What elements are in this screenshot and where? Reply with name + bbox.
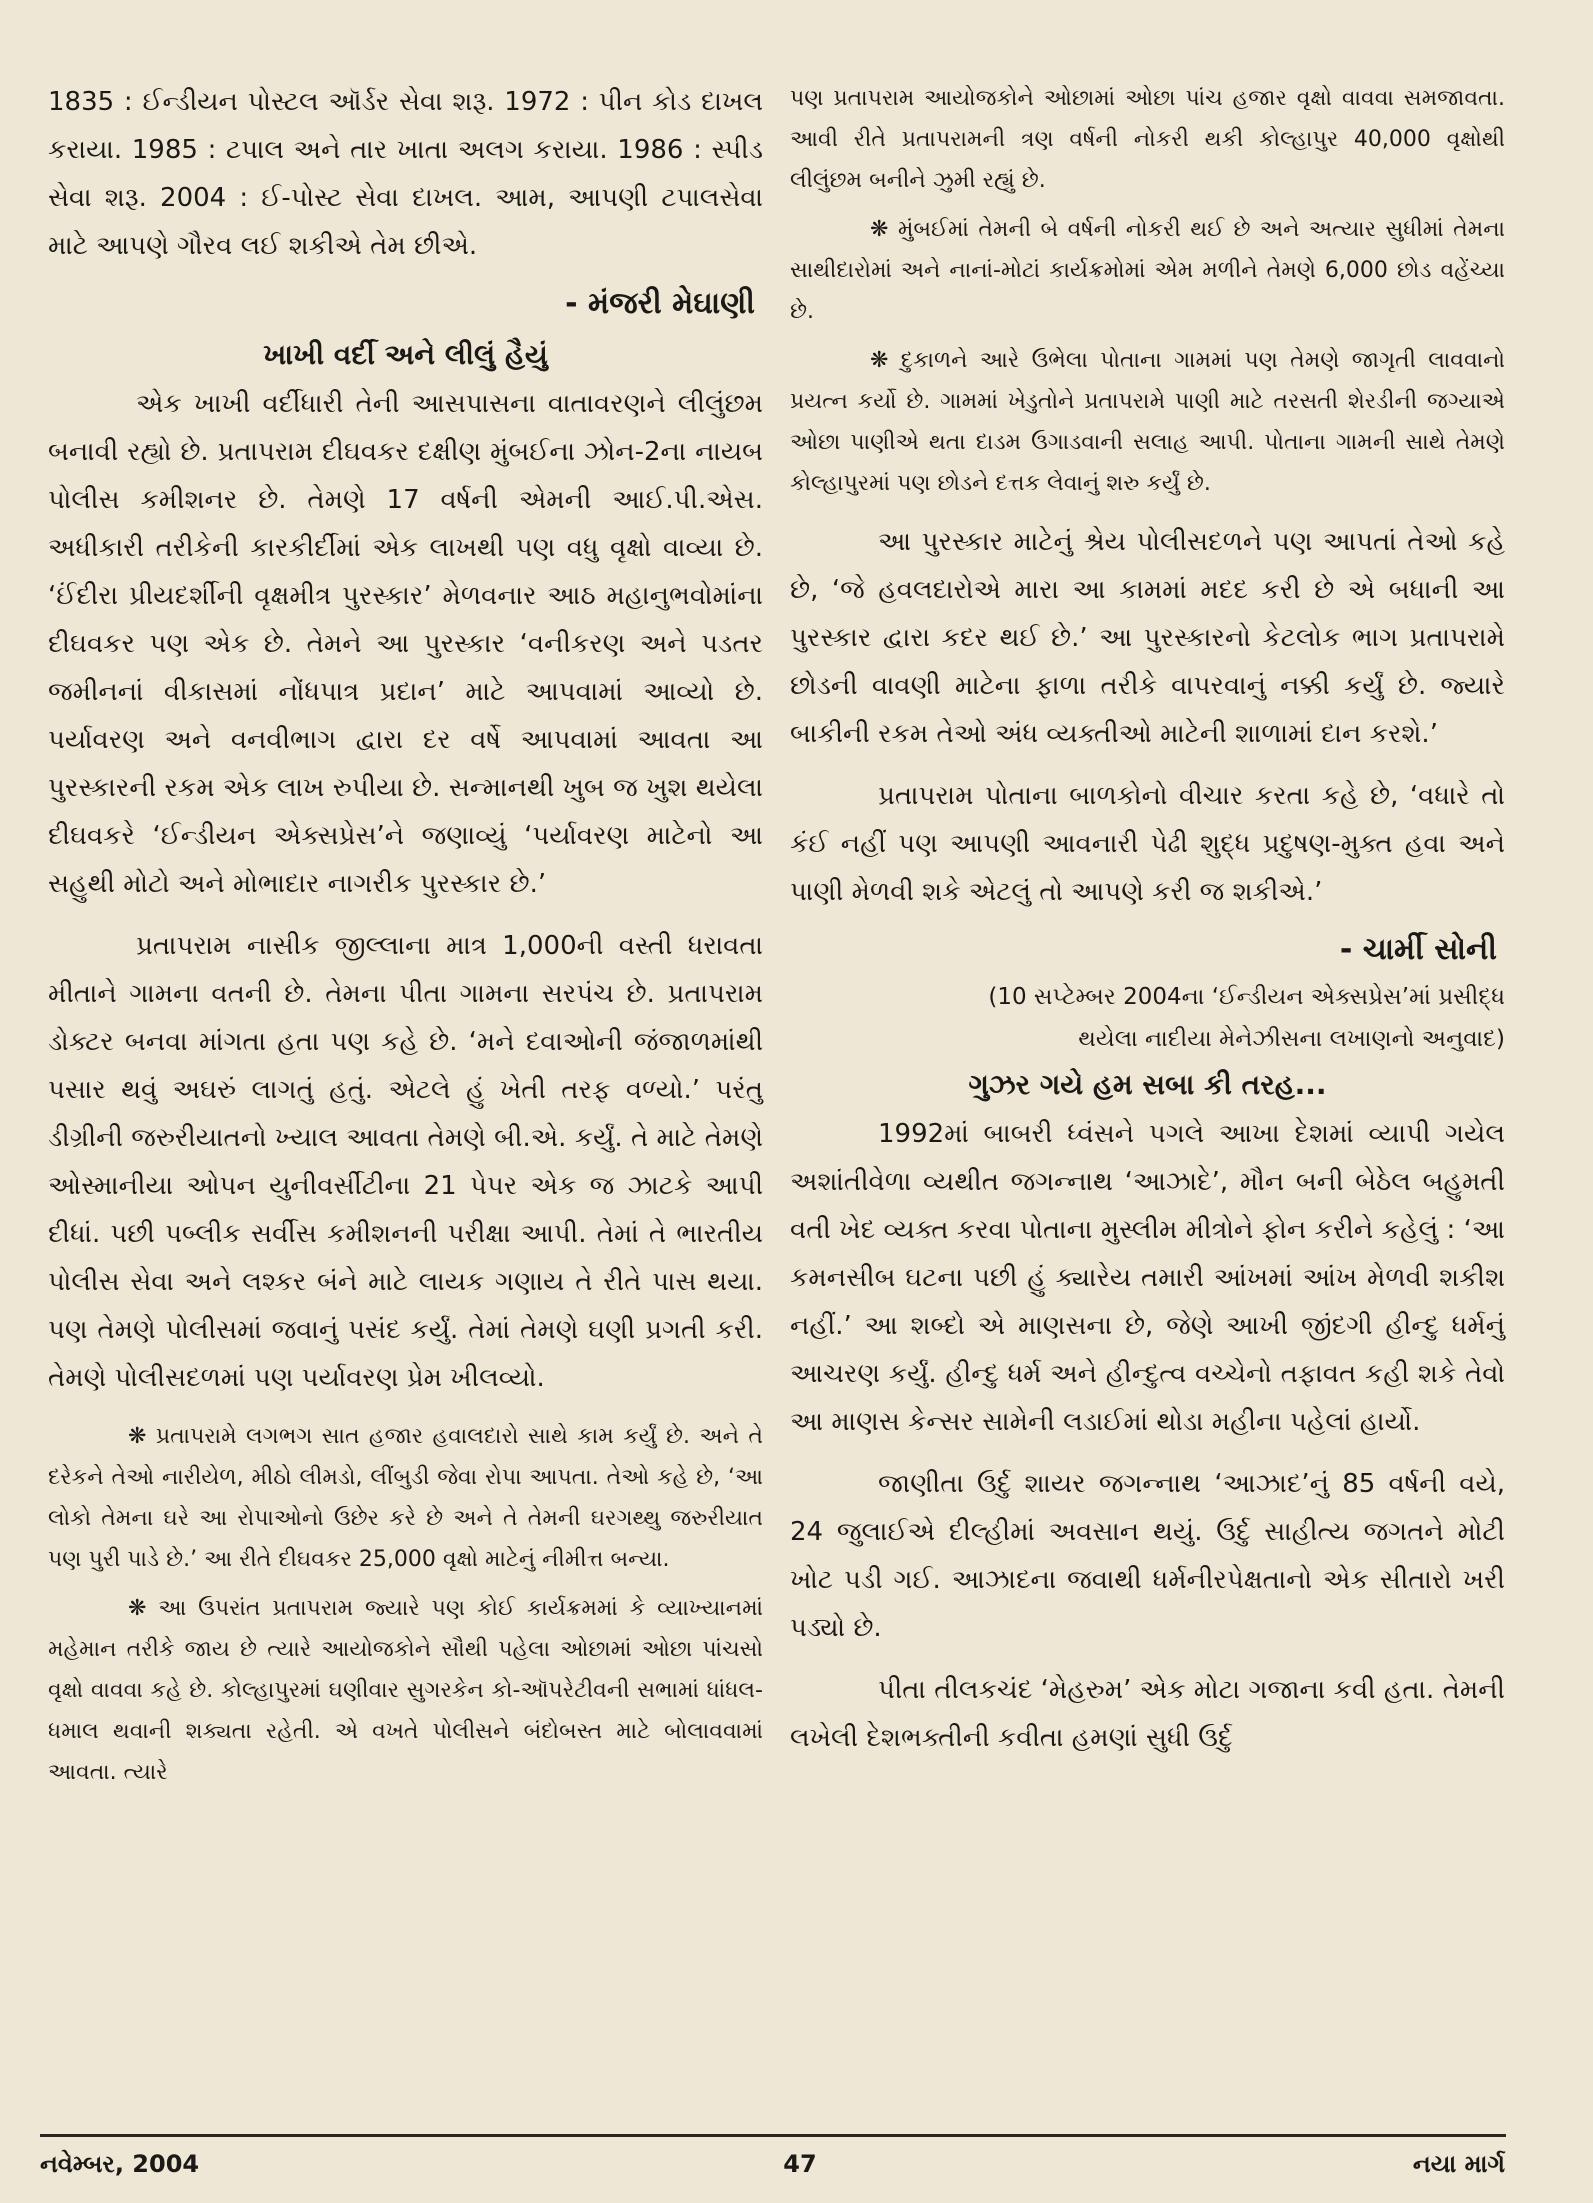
source-note-line-2: થયેલા નાદીયા મેનેઝીસના લખાણનો અનુવાદ) <box>1078 1026 1505 1052</box>
article2-paragraph-1: 1992માં બાબરી ધ્વંસને પગલે આખા દેશમાં વ્યાપી ગયેલ અશાંતીવેળા વ્યથીત જગન્નાથ ‘આઝાદે’, મૌન બની બેઠેલ બહુમતી વતી ખેદ વ્યક્ત કરવા પોતાના મુસ્લીમ મીત્રોને ફોન કરીને કહેલું : ‘આ કમનસીબ ઘટના પછી હું ક્યારેય તમારી આંખમાં આંખ મેળવી શકીશ નહીં.’ આ શબ્દો એ માણસના છે, જેણે આખી જીંદગી હીન્દુ ધર્મનું આચરણ કર્યું. હીન્દુ ધર્મ અને હીન્દુત્વ વચ્ચેનો તફાવત કહી શકે તેવો આ માણસ કેન્સર સામેની લડાઈમાં થોડા મહીના પહેલાં હાર્યો. <box>790 1119 1505 1437</box>
bullet-paragraph-1: ❋ પ્રતાપરામે લગભગ સાત હજાર હવાલદારો સાથે કામ કર્યું છે. અને તે દરેકને તેઓ નારીયેળ, મીઠો લીમડો, લીંબુડી જેવા રોપા આપતા. તેઓ કહે છે, ‘આ લોકો તેમના ઘરે આ રોપાઓનો ઉછેર કરે છે અને તે તેમની ઘરગથ્થુ જરુરીયાત પણ પુરી પાડે છે.’ આ રીતે દીઘવકર 25,000 વૃક્ષો માટેનું નીમીત્ત બન્યા. <box>48 1424 763 1572</box>
footer-divider <box>40 2134 1506 2137</box>
article1-paragraph-2: પ્રતાપરામ નાસીક જીલ્લાના માત્ર 1,000ની વસ્તી ધરાવતા મીતાને ગામના વતની છે. તેમના પીતા ગામના સરપંચ છે. પ્રતાપરામ ડોક્ટર બનવા માંગતા હતા પણ કહે છે. ‘મને દવાઓની જંજાળમાંથી પસાર થવું અઘરું લાગતું હતું. એટલે હું ખેતી તરફ વળ્યો.’ પરંતુ ડીગ્રીની જરુરીયાતનો ખ્યાલ આવતા તેમણે બી.એ. કર્યું. તે માટે તેમણે ઓસ્માનીયા ઓપન યુનીવર્સીટીના 21 પેપર એક જ ઝાટકે આપી દીધાં. પછી પબ્લીક સર્વીસ કમીશનની પરીક્ષા આપી. તેમાં તે ભારતીય પોલીસ સેવા અને લશ્કર બંને માટે લાયક ગણાય તે રીતે પાસ થયા. પણ તેમણે પોલીસમાં જવાનું પસંદ કર્યું. તેમાં તેમણે ઘણી પ્રગતી કરી. તેમણે પોલીસદળમાં પણ પર્યાવરણ પ્રેમ ખીલવ્યો. <box>48 931 763 1393</box>
bullet-paragraph-4: ❋ દુકાળને આરે ઉભેલા પોતાના ગામમાં પણ તેમણે જાગૃતી લાવવાનો પ્રયત્ન કર્યો છે. ગામમાં ખેડુતોને પ્રતાપરામે પાણી માટે તરસતી શેરડીની જગ્યાએ ઓછા પાણીએ થતા દાડમ ઉગાડવાની સલાહ આપી. પોતાના ગામની સાથે તેમણે કોલ્હાપુરમાં પણ છોડને દત્તક લેવાનું શરુ કર્યું છે. <box>790 348 1505 496</box>
article-heading-2: ગુઝર ગયે હમ સબા કી તરહ... <box>968 1068 1327 1101</box>
author-byline-1: - મંજરી મેઘાણી <box>565 286 755 321</box>
magazine-name: નયા માર્ગ <box>1412 2150 1505 2178</box>
continued-paragraph: પણ પ્રતાપરામ આયોજકોને ઓછામાં ઓછા પાંચ હજાર વૃક્ષો વાવવા સમજાવતા. આવી રીતે પ્રતાપરામની ત્રણ વર્ષની નોકરી થકી કોલ્હાપુર 40,000 વૃક્ષોથી લીલુંછમ બનીને ઝુમી રહ્યું છે. <box>790 86 1505 193</box>
source-note-line-1: (10 સપ્ટેમ્બર 2004ના ‘ઈન્ડીયન એક્સપ્રેસ’માં પ્રસીદ્ધ <box>988 984 1505 1010</box>
bullet-paragraph-3: ❋ મુંબઈમાં તેમની બે વર્ષની નોકરી થઈ છે અને અત્યાર સુધીમાં તેમના સાથીદારોમાં અને નાનાં-મોટાં કાર્યક્રમોમાં એમ મળીને તેમણે 6,000 છોડ વહેંચ્યા છે. <box>790 217 1505 324</box>
article-heading-1: ખાખી વર્દી અને લીલું હૈયું <box>263 338 548 371</box>
author-byline-2: - ચાર્મી સોની <box>1339 932 1497 967</box>
bullet-paragraph-2: ❋ આ ઉપરાંત પ્રતાપરામ જ્યારે પણ કોઈ કાર્યક્રમમાં કે વ્યાખ્યાનમાં મહેમાન તરીકે જાય છે ત્યારે આયોજકોને સૌથી પહેલા ઓછામાં ઓછા પાંચસો વૃક્ષો વાવવા કહે છે. કોલ્હાપુરમાં ઘણીવાર સુગરકેન કો-ઑપરેટીવની સભામાં ધાંધલ-ધમાલ થવાની શક્યતા રહેતી. એ વખતે પોલીસને બંદોબસ્ત માટે બોલાવવામાં આવતા. ત્યારે <box>48 1596 763 1785</box>
article2-paragraph-2: જાણીતા ઉર્દુ શાયર જગન્નાથ ‘આઝાદ’નું 85 વર્ષની વયે, 24 જુલાઈએ દીલ્હીમાં અવસાન થયું. ઉર્દુ સાહીત્ય જગતને મોટી ખોટ પડી ગઈ. આઝાદના જવાથી ધર્મનીરપેક્ષતાનો એક સીતારો ખરી પડ્યો છે. <box>790 1469 1505 1643</box>
page-number: 47 <box>783 2150 817 2178</box>
footer-date: નવેમ્બર, 2004 <box>40 2150 200 2178</box>
intro-paragraph: 1835 : ઈન્ડીયન પોસ્ટલ ઑર્ડર સેવા શરૂ. 1972 : પીન કોડ દાખલ કરાયા. 1985 : ટપાલ અને તાર ખાતા અલગ કરાયા. 1986 : સ્પીડ સેવા શરૂ. 2004 : ઈ-પોસ્ટ સેવા દાખલ. આમ, આપણી ટપાલસેવા માટે આપણે ગૌરવ લઈ શકીએ તેમ છીએ. <box>48 87 763 261</box>
article1-paragraph-3: આ પુરસ્કાર માટેનું શ્રેય પોલીસદળને પણ આપતાં તેઓ કહે છે, ‘જે હવલદારોએ મારા આ કામમાં મદદ કરી છે એ બધાની આ પુરસ્કાર દ્વારા કદર થઈ છે.’ આ પુરસ્કારનો કેટલોક ભાગ પ્રતાપરામે છોડની વાવણી માટેના ફાળા તરીકે વાપરવાનું નક્કી કર્યું છે. જ્યારે બાકીની રકમ તેઓ અંધ વ્યક્તીઓ માટેની શાળામાં દાન કરશે.’ <box>790 527 1505 749</box>
left-column <box>48 78 763 1793</box>
article2-paragraph-3: પીતા તીલકચંદ ‘મેહરુમ’ એક મોટા ગજાના કવી હતા. તેમની લખેલી દેશભક્તીની કવીતા હમણાં સુધી ઉર્દુ <box>790 1675 1505 1753</box>
article1-paragraph-4: પ્રતાપરામ પોતાના બાળકોનો વીચાર કરતા કહે છે, ‘વધારે તો કંઈ નહીં પણ આપણી આવનારી પેઢી શુદ્ધ પ્રદુષણ-મુક્ત હવા અને પાણી મેળવી શકે એટલું તો આપણે કરી જ શકીએ.’ <box>790 781 1505 907</box>
article1-paragraph-1: એક ખાખી વર્દીધારી તેની આસપાસના વાતાવરણને લીલુંછમ બનાવી રહ્યો છે. પ્રતાપરામ દીઘવકર દક્ષીણ મુંબઈના ઝોન-2ના નાયબ પોલીસ કમીશનર છે. તેમણે 17 વર્ષની એમની આઈ.પી.એસ. અધીકારી તરીકેની કારકીર્દીમાં એક લાખથી પણ વધુ વૃક્ષો વાવ્યા છે. ‘ઈંદીરા પ્રીયદર્શીની વૃક્ષમીત્ર પુરસ્કાર’ મેળવનાર આઠ મહાનુભવોમાંના દીઘવકર પણ એક છે. તેમને આ પુરસ્કાર ‘વનીકરણ અને પડતર જમીનનાં વીકાસમાં નોંધપાત્ર પ્રદાન’ માટે આપવામાં આવ્યો છે. પર્યાવરણ અને વનવીભાગ દ્વારા દર વર્ષે આપવામાં આવતા આ પુરસ્કારની રકમ એક લાખ રુપીયા છે. સન્માનથી ખુબ જ ખુશ થયેલા દીઘવકરે ‘ઈન્ડીયન એક્સપ્રેસ’ને જણાવ્યું ‘પર્યાવરણ માટેનો આ સહુથી મોટો અને મોભાદાર નાગરીક પુરસ્કાર છે.’ <box>48 389 763 899</box>
right-column <box>790 78 1505 1762</box>
